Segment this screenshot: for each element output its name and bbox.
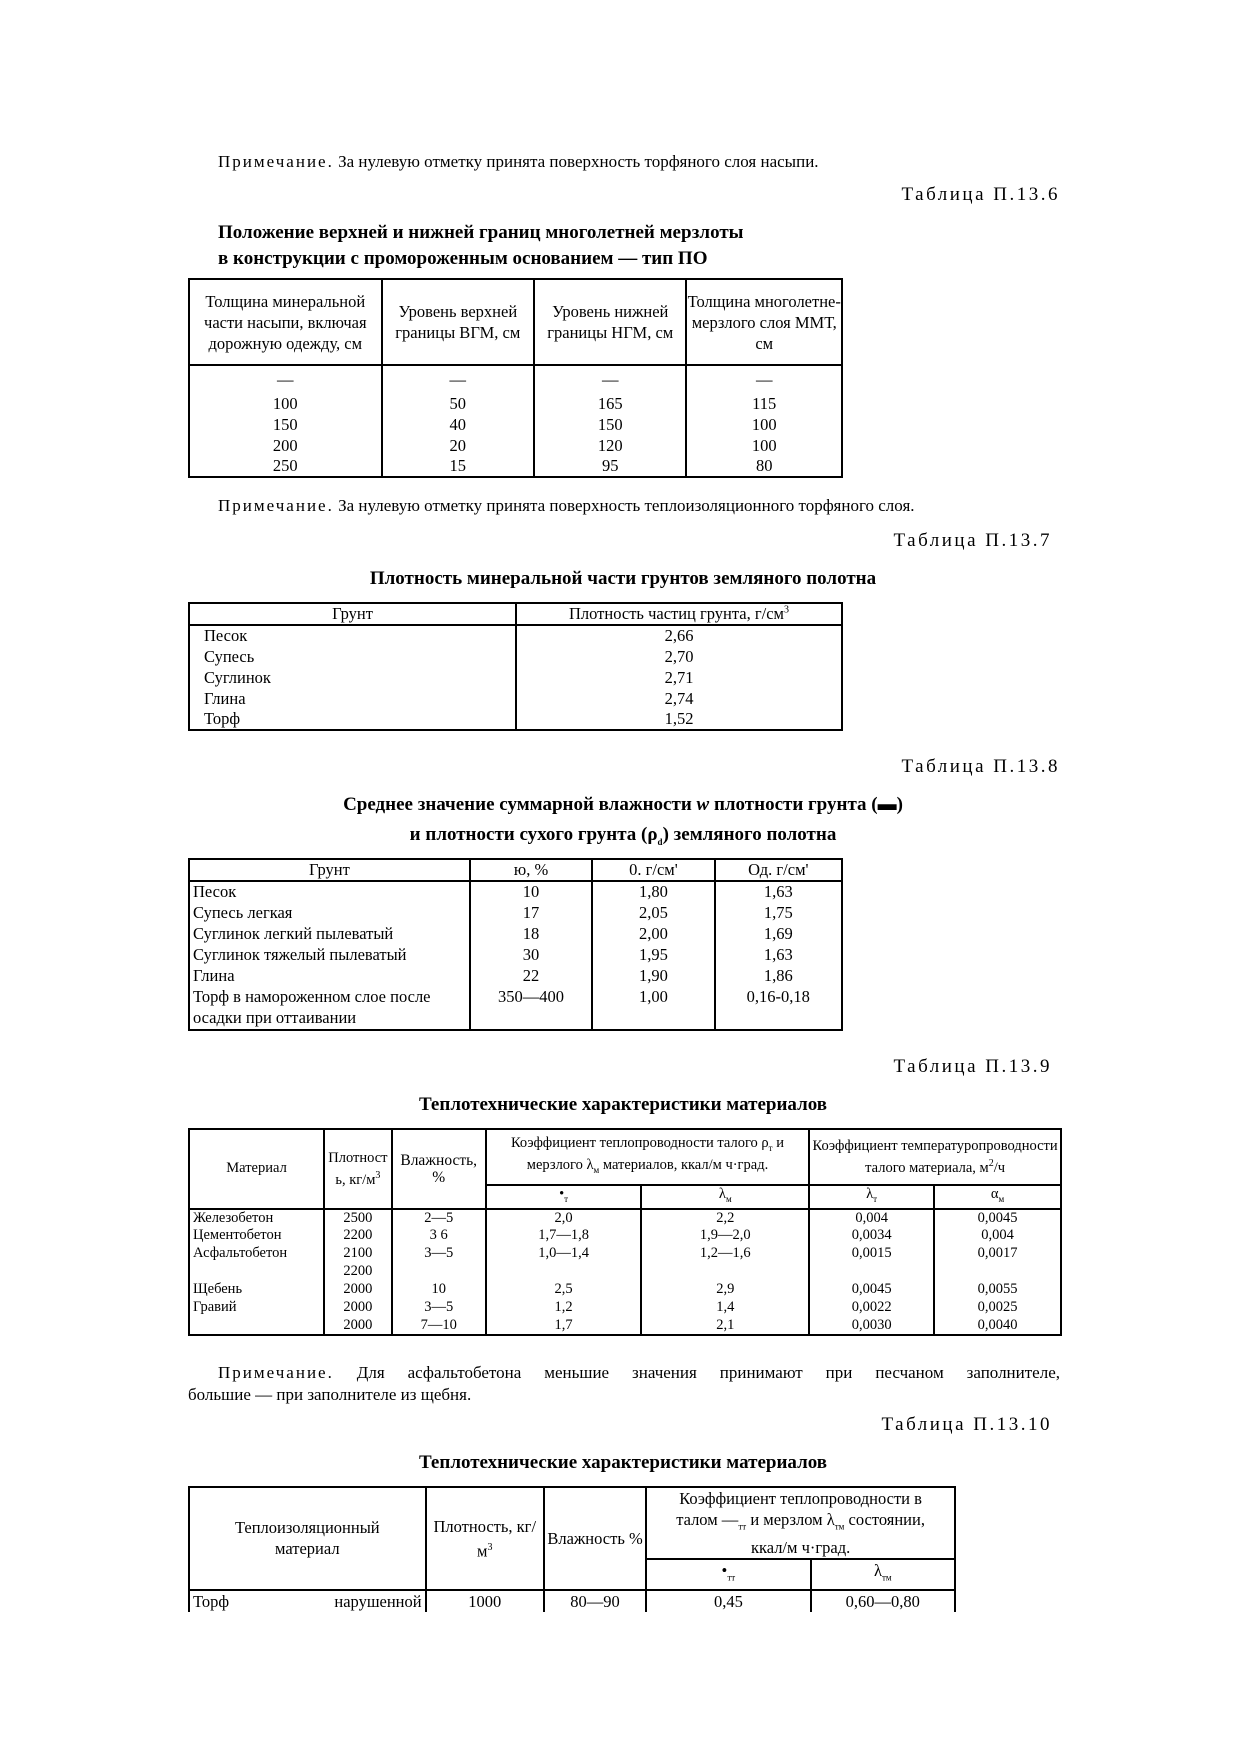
col-header: ю, %	[470, 859, 592, 881]
cell: 165	[534, 393, 686, 414]
cell: 2000	[324, 1299, 392, 1317]
note-1	[218, 152, 819, 172]
table-9	[188, 1128, 1062, 1336]
cell: 2,9	[641, 1281, 809, 1299]
cell: Песок	[189, 881, 470, 902]
sub-header	[809, 1185, 934, 1209]
cell	[392, 1263, 486, 1281]
cell: 1,63	[715, 944, 842, 965]
cell	[189, 1590, 426, 1612]
cell: 120	[534, 435, 686, 456]
cell: 0,0040	[934, 1317, 1061, 1335]
subscript: тм	[881, 1572, 892, 1583]
cell: 1,9—2,0	[641, 1227, 809, 1245]
subscript: т	[873, 1193, 878, 1204]
cell: 2,71	[516, 667, 842, 688]
cell	[189, 1317, 324, 1335]
cell: 150	[534, 414, 686, 435]
cell: 0,45	[646, 1590, 810, 1612]
table-8-title	[188, 790, 1058, 857]
sub-header-symbol: λ	[873, 1561, 882, 1581]
cell: 2,0	[486, 1209, 642, 1227]
title-line: в конструкции с промороженным основанием — тип ПО	[218, 248, 708, 269]
subscript: м	[725, 1193, 732, 1204]
cell: —	[382, 365, 534, 393]
note-label: Примечание.	[218, 1363, 334, 1382]
title-line	[188, 790, 1058, 820]
table-number-10: Таблица П.13.10	[881, 1414, 1052, 1435]
cell: Глина	[189, 688, 516, 709]
header-text: материалов, ккал/м ч·град.	[599, 1157, 769, 1173]
cell: Щебень	[189, 1281, 324, 1299]
cell: 0,60—0,80	[811, 1590, 955, 1612]
cell: 2,74	[516, 688, 842, 709]
header-text: Плотност ь, кг/м	[328, 1149, 388, 1188]
cell: 0,0045	[809, 1281, 934, 1299]
cell: Песок	[189, 625, 516, 646]
header-text: Плотность, кг/м	[433, 1516, 537, 1561]
cell	[486, 1263, 642, 1281]
cell: 0,004	[809, 1209, 934, 1227]
cell: 2,1	[641, 1317, 809, 1335]
cell: 0,0017	[934, 1245, 1061, 1263]
table-9-title: Теплотехнические характеристики материалов	[418, 1094, 828, 1115]
cell: 100	[686, 435, 842, 456]
sub-header-symbol: •	[721, 1561, 728, 1581]
cell: 350—400	[470, 986, 592, 1030]
cell: 1,95	[592, 944, 714, 965]
cell: —	[189, 365, 382, 393]
superscript: 3	[375, 1169, 381, 1181]
cell: 150	[189, 414, 382, 435]
title-part: плотности грунта (▬)	[709, 794, 903, 815]
cell: 200	[189, 435, 382, 456]
col-header-diffusivity	[809, 1129, 1061, 1185]
cell: 50	[382, 393, 534, 414]
cell	[809, 1263, 934, 1281]
sub-header	[934, 1185, 1061, 1209]
cell: 0,004	[934, 1227, 1061, 1245]
cell: 2200	[324, 1263, 392, 1281]
col-header: Од. г/см'	[715, 859, 842, 881]
cell: 1000	[426, 1590, 544, 1612]
col-header: Уровень верхней границы ВГМ, см	[382, 279, 534, 365]
cell: 7—10	[392, 1317, 486, 1335]
table-number-9: Таблица П.13.9	[893, 1056, 1052, 1077]
subscript: тм	[834, 1521, 845, 1532]
header-text: состоянии, ккал/м ч·град.	[750, 1510, 925, 1558]
cell: Суглинок тяжелый пылеватый	[189, 944, 470, 965]
cell: 30	[470, 944, 592, 965]
cell: 2100	[324, 1245, 392, 1263]
cell: 1,52	[516, 709, 842, 730]
note-3	[188, 1362, 1060, 1406]
cell: —	[686, 365, 842, 393]
cell: 10	[392, 1281, 486, 1299]
cell: 0,16-0,18	[715, 986, 842, 1030]
title-line: Положение верхней и нижней границ многолетней мерзлоты	[218, 222, 744, 243]
sub-header	[646, 1559, 810, 1589]
cell: 115	[686, 393, 842, 414]
subscript: тт	[738, 1521, 747, 1532]
note-text: За нулевую отметку принята поверхность торфяного слоя насыпи.	[338, 152, 819, 171]
col-header-material: Теплоизоляционный материал	[189, 1487, 426, 1590]
subscript: тт	[727, 1572, 736, 1583]
cell: Гравий	[189, 1299, 324, 1317]
col-header: Уровень нижней границы НГМ, см	[534, 279, 686, 365]
cell: 2,5	[486, 1281, 642, 1299]
cell: 2,00	[592, 923, 714, 944]
table-7	[188, 602, 843, 731]
table-number-7: Таблица П.13.7	[893, 530, 1052, 551]
cell: 2,66	[516, 625, 842, 646]
cell: 100	[686, 414, 842, 435]
cell: 40	[382, 414, 534, 435]
title-subscript: d	[657, 836, 663, 847]
cell: 1,86	[715, 965, 842, 986]
cell: Железобетон	[189, 1209, 324, 1227]
col-header: Грунт	[189, 859, 470, 881]
title-part: ) земляного полотна	[662, 824, 837, 845]
cell: 1,00	[592, 986, 714, 1030]
cell: 1,2—1,6	[641, 1245, 809, 1263]
cell: 0,0045	[934, 1209, 1061, 1227]
header-text: и мерзлом λ	[746, 1510, 835, 1529]
superscript: 3	[487, 1541, 493, 1553]
note-label: Примечание.	[218, 496, 334, 515]
col-header: 0. г/см'	[592, 859, 714, 881]
cell: 1,63	[715, 881, 842, 902]
col-header-conductivity	[646, 1487, 955, 1559]
cell: Супесь	[189, 646, 516, 667]
note-text: За нулевую отметку принята поверхность теплоизоляционного торфяного слоя.	[338, 496, 915, 515]
col-header-text: Плотность частиц грунта, г/см	[569, 604, 784, 623]
cell: 3—5	[392, 1299, 486, 1317]
superscript: 3	[784, 604, 789, 616]
title-part: Среднее значение суммарной влажности	[343, 794, 697, 815]
cell: 1,7—1,8	[486, 1227, 642, 1245]
subscript: т	[564, 1193, 569, 1204]
cell: 1,0—1,4	[486, 1245, 642, 1263]
sub-header	[486, 1185, 642, 1209]
table-7-title: Плотность минеральной части грунтов земляного полотна	[369, 568, 877, 589]
note-label: Примечание.	[218, 152, 334, 171]
cell: 2200	[324, 1227, 392, 1245]
cell: 95	[534, 456, 686, 477]
cell	[189, 1263, 324, 1281]
col-header-density	[426, 1487, 544, 1590]
cell: 2,70	[516, 646, 842, 667]
sub-header-symbol: •	[559, 1186, 565, 1202]
cell: Торф	[189, 709, 516, 730]
header-text: Коэффициент теплопроводности в талом —	[676, 1489, 922, 1529]
cell: 0,0034	[809, 1227, 934, 1245]
cell: 18	[470, 923, 592, 944]
cell: Суглинок легкий пылеватый	[189, 923, 470, 944]
cell: Цементобетон	[189, 1227, 324, 1245]
cell: Торф в намороженном слое после осадки при оттаивании	[189, 986, 470, 1030]
cell: 22	[470, 965, 592, 986]
subscript: т	[768, 1143, 773, 1153]
col-header-conductivity	[486, 1129, 809, 1185]
cell: 1,90	[592, 965, 714, 986]
header-text: Коэффициент температуропроводности талого материала, м	[812, 1137, 1058, 1176]
subscript: м	[998, 1193, 1005, 1204]
col-header-density	[324, 1129, 392, 1209]
cell: 0,0025	[934, 1299, 1061, 1317]
cell	[934, 1263, 1061, 1281]
cell: 20	[382, 435, 534, 456]
cell: 2,05	[592, 902, 714, 923]
sub-header-symbol: λ	[718, 1186, 726, 1202]
cell: 2500	[324, 1209, 392, 1227]
cell: 1,4	[641, 1299, 809, 1317]
cell: 250	[189, 456, 382, 477]
title-line	[188, 820, 1058, 857]
cell: Суглинок	[189, 667, 516, 688]
table-8	[188, 858, 843, 1031]
cell: 0,0015	[809, 1245, 934, 1263]
sub-header	[641, 1185, 809, 1209]
note-text: большие — при заполнителе из щебня.	[188, 1385, 472, 1404]
cell: 10	[470, 881, 592, 902]
cell: 2,2	[641, 1209, 809, 1227]
title-symbol: w	[696, 794, 710, 815]
cell: 80	[686, 456, 842, 477]
cell: 2—5	[392, 1209, 486, 1227]
table-10-title: Теплотехнические характеристики материалов	[418, 1452, 828, 1473]
cell: 1,7	[486, 1317, 642, 1335]
header-text: и мерзлого λ	[526, 1135, 784, 1173]
cell: 3—5	[392, 1245, 486, 1263]
sub-header-symbol: α	[990, 1186, 999, 1202]
cell: 100	[189, 393, 382, 414]
cell: 15	[382, 456, 534, 477]
col-header: Грунт	[189, 603, 516, 625]
table-number-6: Таблица П.13.6	[901, 184, 1060, 205]
cell: 2000	[324, 1281, 392, 1299]
sub-header-symbol: λ	[866, 1186, 874, 1202]
note-text: Для асфальтобетона меньшие значения принимают при песчаном заполнителе,	[356, 1363, 1061, 1382]
header-text: /ч	[993, 1159, 1006, 1176]
cell: Асфальтобетон	[189, 1245, 324, 1263]
cell-text: нарушенной	[334, 1591, 422, 1611]
col-header: Толщина минеральной части насыпи, включая дорожную одежду, см	[189, 279, 382, 365]
subscript: м	[593, 1164, 600, 1175]
col-header-moisture: Влажность, %	[392, 1129, 486, 1209]
table-number-8: Таблица П.13.8	[901, 756, 1060, 777]
col-header: Толщина многолетне-мерзлого слоя ММТ, см	[686, 279, 842, 365]
table-10	[188, 1486, 956, 1612]
cell: Супесь легкая	[189, 902, 470, 923]
title-part: и плотности сухого грунта (ρ	[409, 824, 658, 845]
cell: 80—90	[544, 1590, 646, 1612]
table-6	[188, 278, 843, 478]
note-line	[188, 1362, 1060, 1384]
cell: 0,0022	[809, 1299, 934, 1317]
cell: 0,0030	[809, 1317, 934, 1335]
cell	[641, 1263, 809, 1281]
cell: —	[534, 365, 686, 393]
table-6-title	[218, 220, 744, 272]
col-header	[516, 603, 842, 625]
cell: 2000	[324, 1317, 392, 1335]
cell: 17	[470, 902, 592, 923]
cell: 3 6	[392, 1227, 486, 1245]
col-header-moisture: Влажность %	[544, 1487, 646, 1590]
superscript: 2	[988, 1157, 994, 1169]
cell-text: Торф	[193, 1591, 230, 1611]
cell: Глина	[189, 965, 470, 986]
cell: 0,0055	[934, 1281, 1061, 1299]
cell: 1,69	[715, 923, 842, 944]
cell: 1,2	[486, 1299, 642, 1317]
note-2	[218, 496, 915, 516]
col-header-material: Материал	[189, 1129, 324, 1209]
header-text: Коэффициент теплопроводности талого ρ	[510, 1135, 769, 1152]
cell: 1,80	[592, 881, 714, 902]
sub-header	[811, 1559, 955, 1589]
cell: 1,75	[715, 902, 842, 923]
